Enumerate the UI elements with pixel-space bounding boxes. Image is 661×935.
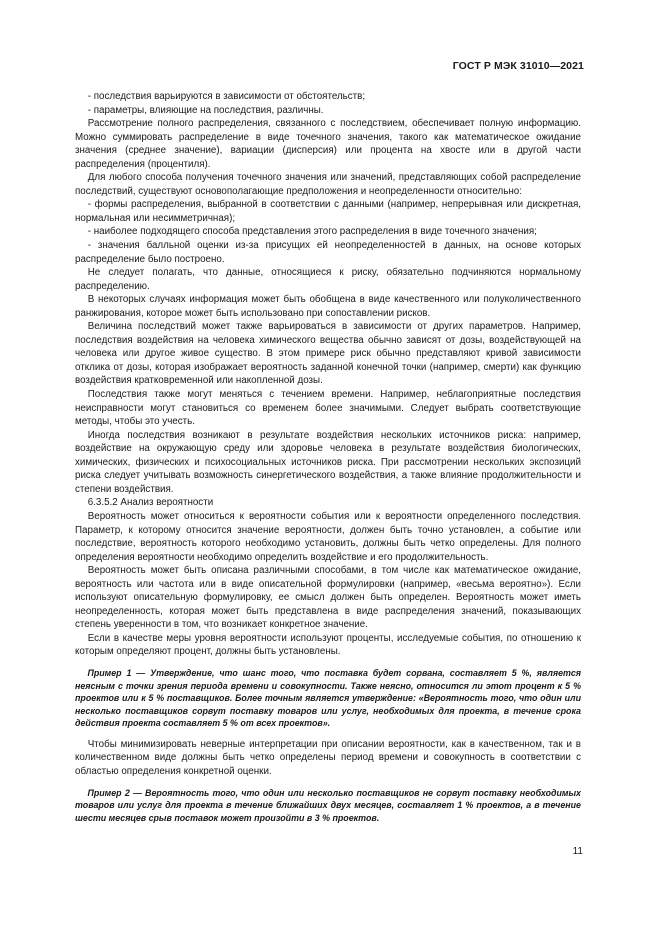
page-number: 11 — [572, 846, 583, 857]
paragraph: - последствия варьируются в зависимости от обстоятельств; — [87, 91, 366, 102]
paragraph: Для любого способа получения точечного значения или значений, представляющих собой распределение последствий, существуют основополагающие предположения и неопределенности относительно: — [75, 172, 581, 197]
paragraph: В некоторых случаях информация может быть обобщена в виде качественного или полуколичественного ранжирования, которое может быть использовано при сопоставлении рисков. — [75, 294, 581, 319]
paragraph: Чтобы минимизировать неверные интерпретации при описании вероятности, как в качественном, так и в количественном виде должны быть четко определены период времени и совокупность в соответствии с областью определения конкретной оценки. — [75, 738, 581, 778]
paragraph: - наиболее подходящего способа представления этого распределения в виде точечного значения; — [87, 226, 537, 238]
paragraph: Иногда последствия возникают в результате воздействия нескольких источников риска: например, воздействие на окружающую среду или здоровье человека в результате воздействия биологических, химических, физических и психосоциальных источников риска. При рассмотрении нескольких экспозиций риска следует учитывать возможность синергетического воздействия, а также влияние продолжительности и степени воздействия. — [75, 429, 581, 495]
paragraph: Если в качестве меры уровня вероятности используют проценты, исследуемые события, по отношению к которым определяют процент, должны быть установлены. — [75, 632, 581, 658]
document-header: ГОСТ Р МЭК 31010—2021 — [452, 60, 584, 72]
paragraph: Вероятность может относиться к вероятности события или к вероятности определенного последствия. Параметр, к которому относится значение вероятности, должен быть точно установлен, а событие или последствие, вероятность которого необходимо установить, должны быть четко определены. Для полного определения вероятности необходимо определить воздействие и его продолжительность. — [75, 510, 581, 563]
paragraph: - формы распределения, выбранной в соответствии с данными (например, непрерывная или дискретная, нормальная или несимметричная); — [75, 199, 581, 224]
document-body — [75, 90, 581, 824]
paragraph: Вероятность может быть описана различными способами, в том числе как математическое ожидание, вероятность или частота или в виде описательной формулировки (например, «весьма вероятно»). Если используют описательную формулировку, ее смысл должен быть определен. Вероятность может иметь неопределенность, которая может быть представлена в виде распределения значений, показывающих степень уверенности в том, что возникает конкретное значение. — [75, 565, 581, 631]
paragraph: Последствия также могут меняться с течением времени. Например, неблагоприятные последствия неисправности могут становиться со временем более значимыми. Следует выбрать соответствующие методы, чтобы это учесть. — [75, 389, 581, 428]
example-note-1: Пример 1 — Утверждение, что шанс того, что поставка будет сорвана, составляет 5 %, является неясным с точки зрения периода времени и совокупности. Также неясно, относится ли этот процент к 5 % проектов или к 5 % поставщиков. Более точным является утверждение: «Вероятность того, что один или несколько поставщиков сорвут поставку товаров или услуг, необходимых для проекта, в течение срока действия проекта составляет 5 % от всех проектов». — [75, 667, 581, 729]
paragraph: - параметры, влияющие на последствия, различны. — [87, 104, 324, 116]
paragraph: - значения балльной оценки из-за присущих ей неопределенностей в данных, на основе которых распределение было построено. — [75, 240, 581, 265]
paragraph: Величина последствий может также варьироваться в зависимости от других параметров. Например, последствия воздействия на человека химического вещества обычно зависят от дозы, воздействующей на человека или другое живое существо. В этом примере риск обычно представляют кривой зависимости отклика от дозы, которая изображает вероятность заданной конечной точки (например, смерти) как функцию воздействия кратковременной или накопленной дозы. — [75, 321, 581, 387]
paragraph: Не следует полагать, что данные, относящиеся к риску, обязательно подчиняются нормальному распределению. — [75, 267, 581, 292]
paragraph: Рассмотрение полного распределения, связанного с последствием, обеспечивает полную информацию. Можно суммировать распределение в виде точечного значения, такого как математическое ожидание значения (среднее значение), вариации (дисперсия) или процента на хвосте или в другой части распределения (процентиля). — [75, 118, 581, 170]
section-heading: 6.3.5.2 Анализ вероятности — [87, 497, 214, 509]
example-note-2: Пример 2 — Вероятность того, что один или несколько поставщиков не сорвут поставку необходимых товаров или услуг для проекта в течение ближайших двух месяцев, составляет 1 % проектов, а в течение шести месяцев срыв поставок может произойти в 3 % проектов. — [75, 787, 581, 823]
